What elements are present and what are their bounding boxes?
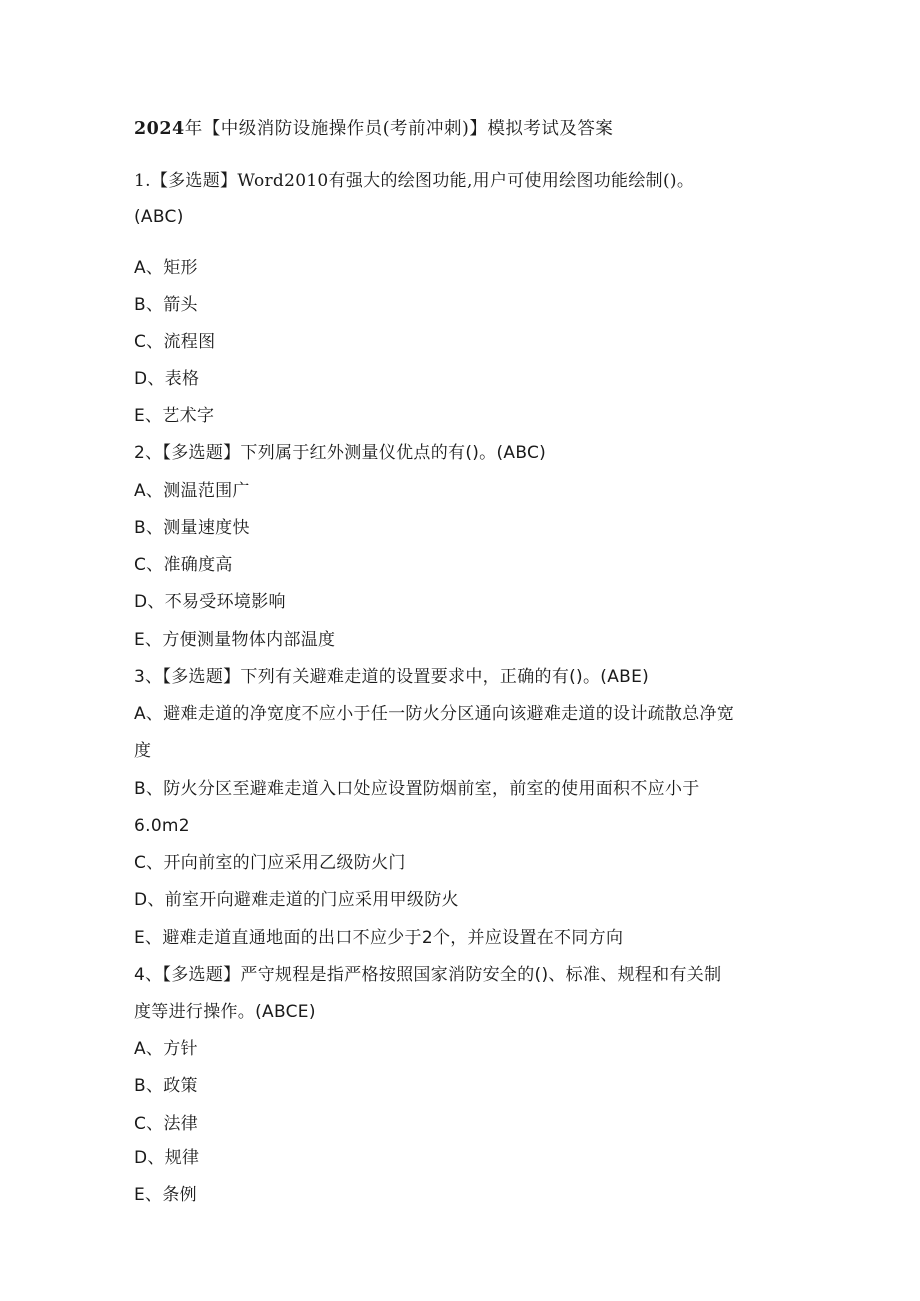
question-4-option-c: C、法律 [134,1114,199,1134]
question-3-option-a-cont: 度 [134,741,152,761]
question-1-answer: (ABC) [134,207,184,227]
title-text: 年【中级消防设施操作员(考前冲刺)】模拟考试及答案 [184,119,614,139]
question-3-option-b-cont: 6.0m2 [134,816,190,836]
question-3-option-c: C、开向前室的门应采用乙级防火门 [134,853,406,873]
question-1-option-d: D、表格 [134,369,200,389]
question-2-option-c: C、准确度高 [134,555,233,575]
question-4-option-b: B、政策 [134,1076,198,1096]
question-4-option-d: D、规律 [134,1148,200,1168]
question-2-option-b: B、测量速度快 [134,518,250,538]
question-3-option-d: D、前室开向避难走道的门应采用甲级防火 [134,890,459,910]
document-title [134,118,613,140]
question-2-stem: 2、【多选题】下列属于红外测量仪优点的有()。(ABC) [134,443,547,463]
question-3-option-a: A、避难走道的净宽度不应小于任一防火分区通向该避难走道的设计疏散总净宽 [134,704,735,724]
question-4-option-e: E、条例 [134,1185,197,1205]
question-1-option-e: E、艺术字 [134,406,215,426]
question-4-stem: 4、【多选题】严守规程是指严格按照国家消防安全的()、标准、规程和有关制 [134,965,722,985]
question-1-option-b: B、箭头 [134,295,198,315]
question-3-option-e: E、避难走道直通地面的出口不应少于2个，并应设置在不同方向 [134,928,624,948]
question-1-option-a: A、矩形 [134,258,198,278]
question-4-stem-cont: 度等进行操作。(ABCE) [134,1002,316,1022]
question-1-stem: 1.【多选题】Word2010有强大的绘图功能,用户可使用绘图功能绘制()。 [134,171,695,191]
title-year: 2024 [134,119,185,139]
question-4-option-a: A、方针 [134,1039,198,1059]
question-1-option-c: C、流程图 [134,332,216,352]
question-2-option-d: D、不易受环境影响 [134,592,286,612]
question-2-option-e: E、方便测量物体内部温度 [134,630,336,650]
question-3-stem: 3、【多选题】下列有关避难走道的设置要求中，正确的有()。(ABE) [134,667,650,687]
question-3-option-b: B、防火分区至避难走道入口处应设置防烟前室，前室的使用面积不应小于 [134,779,700,799]
question-2-option-a: A、测温范围广 [134,481,250,501]
